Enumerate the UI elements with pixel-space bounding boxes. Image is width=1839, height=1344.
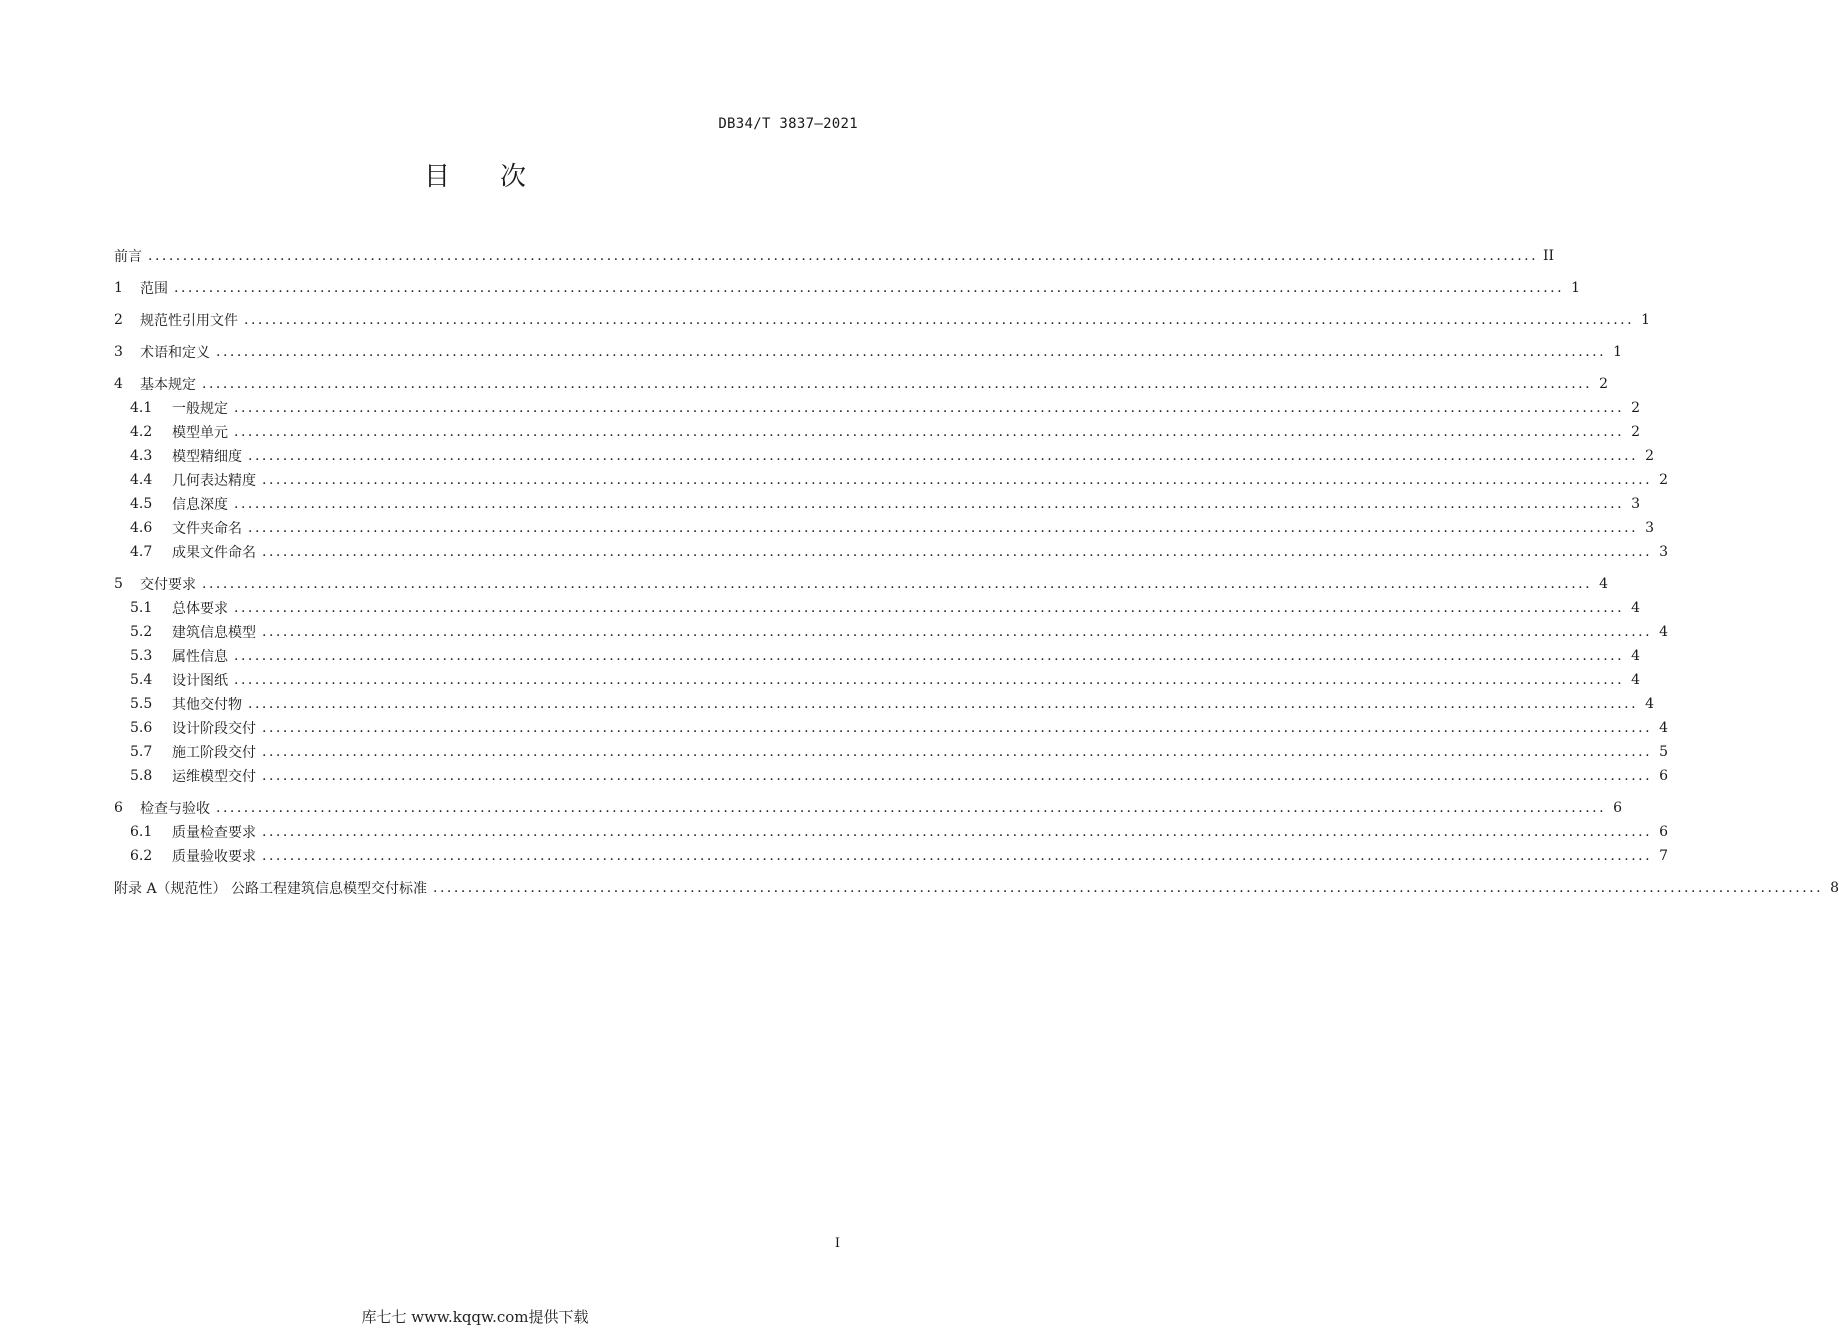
toc-entry-label: 属性信息 (172, 649, 228, 665)
toc-entry[interactable] (130, 540, 1669, 564)
toc-entry-number: 4.4 (130, 472, 153, 488)
toc-entry-label: 术语和定义 (140, 345, 210, 361)
toc-entry-number: 5.7 (130, 744, 153, 760)
toc-entry-label: 施工阶段交付 (172, 745, 256, 761)
toc-entry-page: 4 (1659, 624, 1669, 640)
dot-leader: ........................................................................................................................................................................................................ (148, 248, 1539, 264)
toc-entry-label: 总体要求 (172, 601, 228, 617)
toc-entry[interactable] (130, 740, 1669, 764)
toc-entry-page: 3 (1645, 520, 1655, 536)
toc-entry-page: 1 (1613, 344, 1623, 360)
toc-entry-page: 2 (1599, 376, 1609, 392)
toc-entry-page: 1 (1641, 312, 1651, 328)
toc-entry[interactable] (130, 668, 1641, 692)
dot-leader: ........................................................................................................................................................................................................ (234, 400, 1625, 416)
page-number: I (834, 1236, 840, 1251)
toc-entry-label: 建筑信息模型 (172, 625, 256, 641)
toc-entry[interactable] (130, 644, 1641, 668)
dot-leader: ........................................................................................................................................................................................................ (262, 768, 1653, 784)
toc-entry-number: 5.2 (130, 624, 153, 640)
toc-entry-label: 信息深度 (172, 497, 228, 513)
toc-entry[interactable] (130, 396, 1641, 420)
dot-leader: ........................................................................................................................................................................................................ (262, 472, 1653, 488)
toc-entry-label: 文件夹命名 (172, 521, 242, 537)
toc-entry-label: 成果文件命名 (172, 545, 256, 561)
toc-entry-page: 4 (1645, 696, 1655, 712)
toc-entry-number: 4.3 (130, 448, 153, 464)
toc-entry-page: 4 (1631, 600, 1641, 616)
toc-entry[interactable] (114, 572, 1609, 596)
toc-entry-label: 设计阶段交付 (172, 721, 256, 737)
toc-entry-page: 2 (1659, 472, 1669, 488)
dot-leader: ........................................................................................................................................................................................................ (262, 824, 1653, 840)
toc-entry[interactable] (114, 276, 1581, 300)
dot-leader: ........................................................................................................................................................................................................ (248, 696, 1639, 712)
toc-entry[interactable] (130, 492, 1641, 516)
toc-entry-page: 5 (1659, 744, 1669, 760)
toc-entry[interactable] (130, 844, 1669, 868)
toc-entry-label: 前言 (114, 249, 142, 265)
toc-entry-number: 4.6 (130, 520, 153, 536)
toc-entry-page: 4 (1631, 648, 1641, 664)
toc-entry-number: 6.2 (130, 848, 153, 864)
toc-entry-page: 4 (1659, 720, 1669, 736)
toc-entry-number: 4.2 (130, 424, 153, 440)
toc-entry-page: 2 (1645, 448, 1655, 464)
toc-entry-number: 5.6 (130, 720, 153, 736)
toc-entry[interactable] (114, 308, 1651, 332)
toc-entry-number: 5 (114, 576, 123, 592)
toc-entry[interactable] (114, 372, 1609, 396)
toc-entry-page: 1 (1571, 280, 1581, 296)
toc-entry-label: 其他交付物 (172, 697, 242, 713)
toc-entry-label: 质量检查要求 (172, 825, 256, 841)
toc-entry-label: 设计图纸 (172, 673, 228, 689)
toc-entry[interactable] (130, 820, 1669, 844)
toc-entry-label: 运维模型交付 (172, 769, 256, 785)
toc-entry-page: 6 (1613, 800, 1623, 816)
toc-entry-page: 6 (1659, 768, 1669, 784)
toc-entry-number: 5.8 (130, 768, 153, 784)
dot-leader: ........................................................................................................................................................................................................ (234, 496, 1625, 512)
toc-entry[interactable] (130, 620, 1669, 644)
dot-leader: ........................................................................................................................................................................................................ (248, 520, 1639, 536)
toc-entry-label: 基本规定 (140, 377, 196, 393)
toc-entry[interactable] (130, 468, 1669, 492)
dot-leader: ........................................................................................................................................................................................................ (262, 848, 1653, 864)
toc-entry-page: 2 (1631, 400, 1641, 416)
footer-watermark: 库七七 www.kqqw.com提供下载 (361, 1308, 589, 1326)
toc-entry-label: 一般规定 (172, 401, 228, 417)
toc-entry-number: 2 (114, 312, 123, 328)
dot-leader: ........................................................................................................................................................................................................ (202, 376, 1593, 392)
toc-entry-number: 4.5 (130, 496, 153, 512)
toc-entry-number: 5.1 (130, 600, 153, 616)
toc-entry-label: 检查与验收 (140, 801, 210, 817)
toc-entry-page: 8 (1830, 880, 1839, 896)
toc-entry-label: 模型单元 (172, 425, 228, 441)
dot-leader: ........................................................................................................................................................................................................ (262, 720, 1653, 736)
toc-entry-label: 质量验收要求 (172, 849, 256, 865)
dot-leader: ........................................................................................................................................................................................................ (234, 672, 1625, 688)
toc-entry[interactable] (114, 796, 1623, 820)
toc-entry-page: 4 (1599, 576, 1609, 592)
toc-entry-number: 4.7 (130, 544, 153, 560)
toc-entry-number: 6 (114, 800, 123, 816)
toc-entry-label: 范围 (140, 281, 168, 297)
toc-entry[interactable] (114, 340, 1623, 364)
toc-entry-number: 5.3 (130, 648, 153, 664)
toc-entry-label: 附录 A（规范性） 公路工程建筑信息模型交付标准 (114, 881, 428, 897)
toc-entry-page: 3 (1659, 544, 1669, 560)
dot-leader: ........................................................................................................................................................................................................ (244, 312, 1635, 328)
document-code: DB34/T 3837—2021 (718, 116, 858, 132)
dot-leader: ........................................................................................................................................................................................................ (262, 744, 1653, 760)
dot-leader: ........................................................................................................................................................................................................ (234, 600, 1625, 616)
dot-leader: ........................................................................................................................................................................................................ (202, 576, 1593, 592)
toc-entry[interactable] (130, 516, 1655, 540)
dot-leader: ........................................................................................................................................................................................................ (216, 800, 1607, 816)
toc-entry-label: 几何表达精度 (172, 473, 256, 489)
toc-entry-page: 2 (1631, 424, 1641, 440)
toc-entry-page: II (1542, 248, 1555, 264)
dot-leader: ........................................................................................................................................................................................................ (262, 544, 1653, 560)
toc-entry-page: 3 (1631, 496, 1641, 512)
page-title: 目次 (423, 162, 576, 192)
toc-entry[interactable] (130, 596, 1641, 620)
dot-leader: ........................................................................................................................................................................................................ (234, 648, 1625, 664)
toc-entry-page: 7 (1659, 848, 1669, 864)
dot-leader: ........................................................................................................................................................................................................ (216, 344, 1607, 360)
toc-entry-number: 4 (114, 376, 123, 392)
toc-entry[interactable] (130, 420, 1641, 444)
toc-entry-page: 6 (1659, 824, 1669, 840)
toc-entry[interactable] (114, 876, 1839, 900)
toc-entry-number: 5.4 (130, 672, 153, 688)
dot-leader: ........................................................................................................................................................................................................ (174, 280, 1565, 296)
toc-entry-number: 1 (114, 280, 123, 296)
toc-entry[interactable] (130, 716, 1669, 740)
dot-leader: ........................................................................................................................................................................................................ (433, 880, 1824, 896)
toc-entry-label: 规范性引用文件 (140, 313, 238, 329)
dot-leader: ........................................................................................................................................................................................................ (234, 424, 1625, 440)
toc-entry-number: 6.1 (130, 824, 153, 840)
toc-entry-number: 3 (114, 344, 123, 360)
toc-entry-label: 交付要求 (140, 577, 196, 593)
toc-entry-number: 4.1 (130, 400, 153, 416)
toc-entry[interactable] (114, 244, 1555, 268)
dot-leader: ........................................................................................................................................................................................................ (262, 624, 1653, 640)
toc-entry[interactable] (130, 764, 1669, 788)
toc-entry[interactable] (130, 692, 1655, 716)
toc-entry-label: 模型精细度 (172, 449, 242, 465)
toc-entry-number: 5.5 (130, 696, 153, 712)
toc-entry-page: 4 (1631, 672, 1641, 688)
toc-entry[interactable] (130, 444, 1655, 468)
dot-leader: ........................................................................................................................................................................................................ (248, 448, 1639, 464)
